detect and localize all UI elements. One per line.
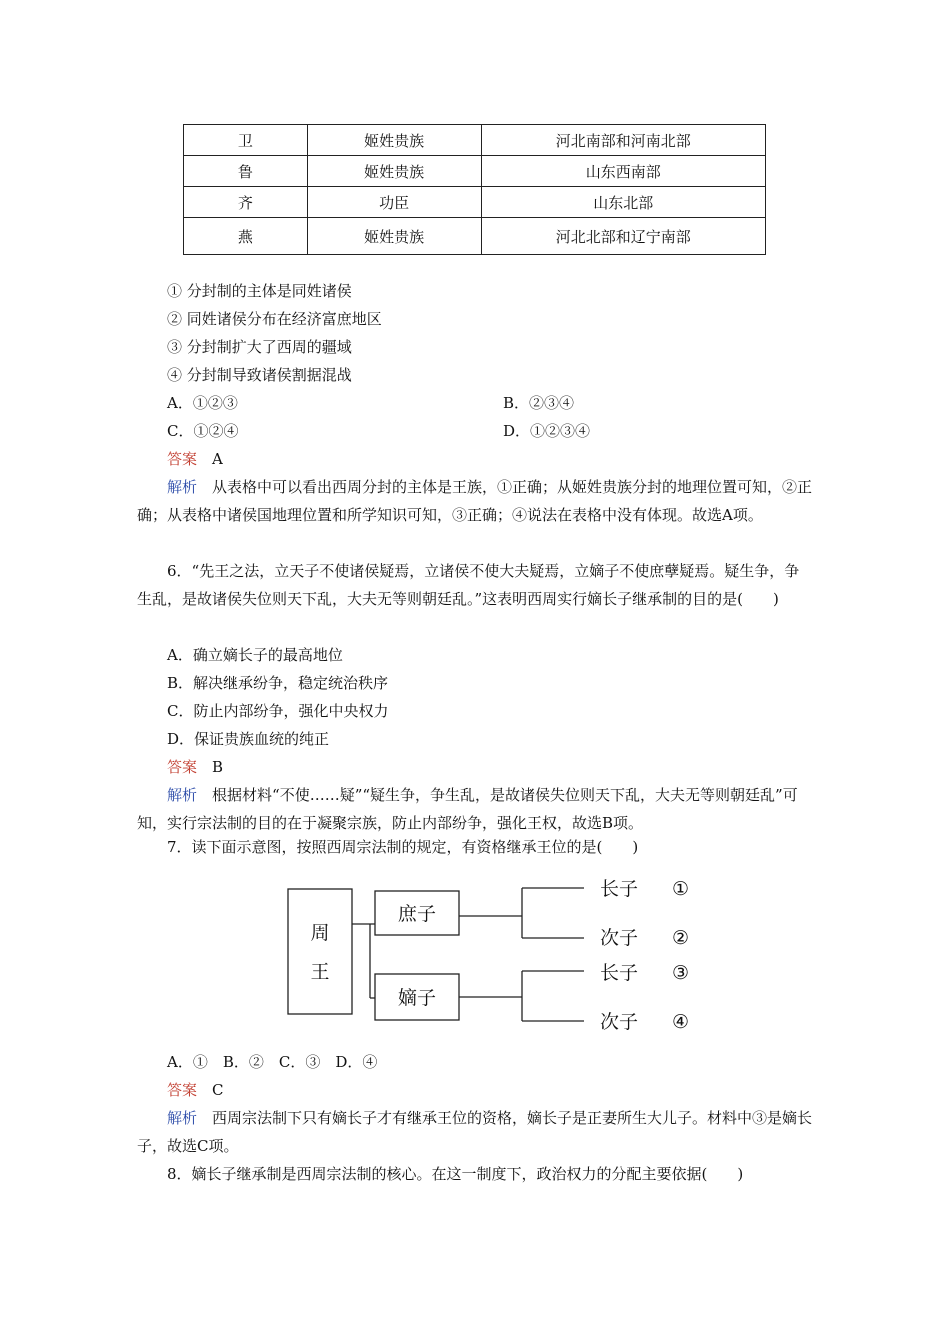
analysis-label: 解析 — [167, 1109, 198, 1127]
son-label: 次子 — [600, 1011, 639, 1033]
holder-cell: 功臣 — [307, 187, 481, 218]
son-label: 长子 — [600, 878, 639, 900]
q5-statement-1: ① 分封制的主体是同姓诸侯 — [167, 282, 352, 300]
location-cell: 山东北部 — [481, 187, 766, 218]
son-number: ① — [672, 878, 690, 900]
son-number: ③ — [672, 962, 690, 984]
son-number: ② — [672, 927, 690, 949]
analysis-text: 从表格中可以看出西周分封的主体是王族，①正确；从姬姓贵族分封的地理位置可知，②正确；从表格中诸侯国地理位置和所学知识可知，③正确；④说法在表格中没有体现。故选A项。 — [137, 478, 813, 524]
king-char-1: 周 — [310, 922, 330, 944]
q6-option-a: A．确立嫡长子的最高地位 — [167, 646, 343, 664]
q7-answer — [167, 1076, 224, 1104]
answer-label: 答案 — [167, 758, 198, 776]
q6-stem: 6．“先王之法，立天子不使诸侯疑焉，立诸侯不使大夫疑焉，立嫡子不使庶孽疑焉。疑生争，争生乱，是故诸侯失位则天下乱，大夫无等则朝廷乱。”这表明西周实行嫡长子继承制的目的是( ) — [137, 562, 800, 608]
state-cell: 卫 — [184, 125, 308, 156]
q5-answer — [167, 445, 223, 473]
analysis-label: 解析 — [167, 786, 198, 804]
answer-value: A — [212, 450, 223, 468]
q7-analysis — [137, 1104, 813, 1160]
q6-answer — [167, 753, 223, 781]
king-char-2: 王 — [310, 961, 330, 983]
succession-diagram — [272, 866, 712, 1044]
shuzi-label: 庶子 — [397, 903, 437, 925]
son-label: 次子 — [600, 927, 639, 949]
location-cell: 河北北部和辽宁南部 — [481, 218, 766, 255]
location-cell: 河北南部和河南北部 — [481, 125, 766, 156]
q5-option-a: A．①②③ — [167, 394, 238, 412]
q5-analysis — [137, 473, 813, 529]
state-cell: 燕 — [184, 218, 308, 255]
q5-option-b: B．②③④ — [503, 394, 575, 412]
q5-option-c: C．①②④ — [167, 422, 239, 440]
q5-option-d: D．①②③④ — [503, 422, 591, 440]
q5-statement-2: ② 同姓诸侯分布在经济富庶地区 — [167, 310, 382, 328]
holder-cell: 姬姓贵族 — [307, 218, 481, 255]
q5-statement-3: ③ 分封制扩大了西周的疆域 — [167, 338, 352, 356]
q6-analysis — [137, 781, 813, 837]
table-row — [184, 156, 766, 187]
q6-option-c: C．防止内部纷争，强化中央权力 — [167, 702, 389, 720]
table-row — [184, 218, 766, 255]
analysis-label: 解析 — [167, 478, 198, 496]
state-cell: 齐 — [184, 187, 308, 218]
q5-statement-4: ④ 分封制导致诸侯割据混战 — [167, 366, 352, 384]
location-cell: 山东西南部 — [481, 156, 766, 187]
answer-label: 答案 — [167, 450, 198, 468]
answer-label: 答案 — [167, 1081, 198, 1099]
state-cell: 鲁 — [184, 156, 308, 187]
answer-value: C — [212, 1081, 224, 1099]
holder-cell: 姬姓贵族 — [307, 156, 481, 187]
son-number: ④ — [672, 1011, 690, 1033]
q6-option-b: B．解决继承纷争，稳定统治秩序 — [167, 674, 389, 692]
table-row — [184, 187, 766, 218]
q7-options: A．① B．② C．③ D．④ — [167, 1053, 378, 1071]
table-row — [184, 125, 766, 156]
dizi-label: 嫡子 — [397, 987, 437, 1009]
holder-cell: 姬姓贵族 — [307, 125, 481, 156]
fief-table — [183, 124, 766, 255]
q7-stem: 7．读下面示意图，按照西周宗法制的规定，有资格继承王位的是( ) — [167, 838, 639, 856]
analysis-text: 西周宗法制下只有嫡长子才有继承王位的资格，嫡长子是正妻所生大儿子。材料中③是嫡长子，故选C项。 — [137, 1109, 813, 1155]
answer-value: B — [212, 758, 224, 776]
q6-option-d: D．保证贵族血统的纯正 — [167, 730, 330, 748]
son-label: 长子 — [600, 962, 639, 984]
q8-stem: 8．嫡长子继承制是西周宗法制的核心。在这一制度下，政治权力的分配主要依据( ) — [167, 1165, 744, 1183]
analysis-text: 根据材料“不使……疑”“疑生争，争生乱，是故诸侯失位则天下乱，大夫无等则朝廷乱”可知，实行宗法制的目的在于凝聚宗族，防止内部纷争，强化王权，故选B项。 — [137, 786, 798, 832]
